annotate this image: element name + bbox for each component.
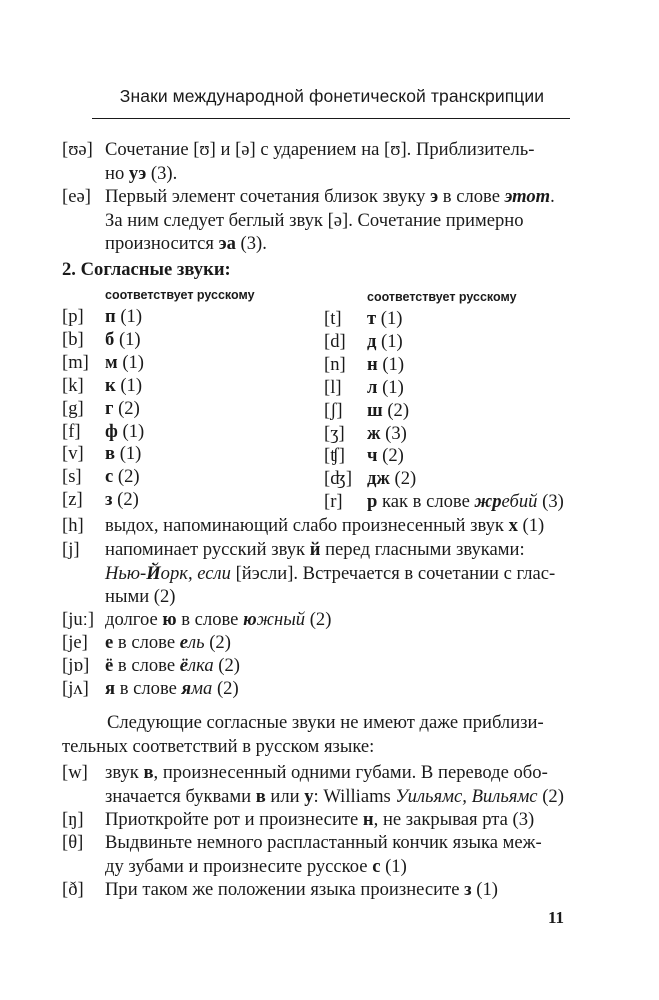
consonant-equivalent: н (1) — [367, 353, 405, 375]
entry-symbol: [ʊə] — [62, 139, 93, 160]
paragraph-line: Следующие согласные звуки не имеют даже приблизи- — [107, 712, 544, 733]
consonant-symbol: [t] — [324, 308, 342, 329]
entry-line: я в слове яма (2) — [105, 678, 239, 699]
consonant-equivalent: л (1) — [367, 376, 404, 398]
entry-symbol: [jʌ] — [62, 678, 89, 699]
entry-symbol: [θ] — [62, 832, 84, 853]
entry-je — [62, 631, 572, 655]
entry-line: ё в слове ёлка (2) — [105, 655, 240, 676]
consonant-symbol: [p] — [62, 306, 84, 327]
entry-line: Сочетание [ʊ] и [ə] с ударением на [ʊ]. Приблизитель- — [105, 139, 535, 160]
consonant-equivalent: з (2) — [105, 489, 139, 511]
consonant-equivalent: п (1) — [105, 306, 143, 327]
consonant-equivalent: г (2) — [105, 397, 140, 419]
intro-paragraph — [62, 711, 572, 758]
consonant-symbol: [g] — [62, 397, 84, 419]
consonant-equivalent: м (1) — [105, 351, 145, 373]
consonant-symbol: [n] — [324, 353, 346, 375]
entry-line: напоминает русский звук й перед гласными звуками: — [105, 539, 525, 560]
entry-line: Приоткройте рот и произнесите н, не закрывая рта (3) — [105, 809, 535, 830]
consonant-symbol: [ʧ] — [324, 445, 345, 467]
column-header-right: соответствует русскому — [367, 290, 517, 304]
entry-line: Нью-Йорк, если [йэсли]. Встречается в сочетании с глас- — [105, 562, 556, 584]
consonant-equivalent: р как в слове жребий (3) — [367, 491, 564, 513]
entry-symbol: [je] — [62, 632, 88, 653]
section-heading: 2. Согласные звуки: — [62, 259, 231, 280]
entry-line: ными (2) — [105, 586, 176, 607]
entry-line: долгое ю в слове южный (2) — [105, 609, 332, 630]
page-number: 11 — [548, 908, 565, 927]
consonant-equivalent: с (2) — [105, 466, 140, 488]
consonant-symbol: [r] — [324, 491, 343, 513]
consonant-equivalent: ж (3) — [367, 422, 407, 444]
entry-symbol: [j] — [62, 539, 80, 560]
consonant-symbol: [d] — [324, 330, 346, 352]
column-header-left: соответствует русскому — [105, 288, 255, 302]
paragraph-line: тельных соответствий в русском языке: — [62, 735, 375, 757]
entry-symbol: [h] — [62, 515, 84, 536]
entry-line: При таком же положении языка произнесите з (1) — [105, 879, 498, 900]
entry-line: е в слове ель (2) — [105, 632, 231, 653]
entry-w — [62, 761, 572, 808]
entry-symbol: [ð] — [62, 879, 84, 900]
entry-line: значается буквами в или у: Williams Уильямс, Вильямс (2) — [105, 785, 564, 807]
consonant-equivalent: д (1) — [367, 330, 403, 352]
entry-th — [62, 831, 572, 878]
consonant-symbol: [f] — [62, 420, 81, 442]
consonant-symbol: [ʤ] — [324, 468, 353, 490]
consonant-equivalent: ш (2) — [367, 399, 410, 421]
entry-ua — [62, 138, 572, 185]
entry-line: звук в, произнесенный одними губами. В переводе обо- — [105, 762, 548, 783]
entry-line: произносится эа (3). — [105, 233, 267, 254]
consonant-equivalent: ч (2) — [367, 445, 404, 467]
consonant-equivalent: в (1) — [105, 443, 142, 465]
entry-ja — [62, 677, 572, 701]
consonant-symbol: [v] — [62, 443, 84, 465]
entry-jo — [62, 654, 572, 678]
entry-symbol: [jɒ] — [62, 655, 90, 676]
consonant-symbol: [k] — [62, 374, 84, 396]
entry-h — [62, 514, 572, 538]
entry-line: выдох, напоминающий слабо произнесенный звук х (1) — [105, 515, 545, 536]
consonant-equivalent: к (1) — [105, 374, 143, 396]
consonant-equivalent: ф (1) — [105, 420, 145, 442]
entry-symbol: [juː] — [62, 609, 95, 630]
consonant-equivalent: дж (2) — [367, 468, 417, 490]
entry-line: Первый элемент сочетания близок звуку э в слове этот. — [105, 186, 555, 207]
consonant-symbol: [s] — [62, 466, 82, 488]
consonant-equivalent: т (1) — [367, 308, 403, 329]
header-rule — [92, 118, 570, 119]
entry-j — [62, 538, 572, 609]
consonant-symbol: [l] — [324, 376, 342, 398]
entry-symbol: [eə] — [62, 186, 91, 207]
running-head: Знаки международной фонетической транскрипции — [119, 86, 545, 106]
entry-line: За ним следует беглый звук [ə]. Сочетание примерно — [105, 209, 524, 231]
consonant-equivalent: б (1) — [105, 328, 141, 350]
entry-ng — [62, 808, 572, 832]
consonant-symbol: [z] — [62, 489, 83, 511]
consonant-symbol: [ʒ] — [324, 422, 345, 444]
entry-line: ду зубами и произнесите русское с (1) — [105, 855, 407, 877]
consonant-symbol: [ʃ] — [324, 399, 343, 421]
entry-ea — [62, 185, 572, 256]
consonant-symbol: [b] — [62, 328, 84, 350]
entry-symbol: [w] — [62, 762, 88, 783]
entry-line: Выдвиньте немного распластанный кончик языка меж- — [105, 832, 542, 853]
entry-ju — [62, 608, 572, 632]
entry-symbol: [ŋ] — [62, 809, 84, 830]
consonant-symbol: [m] — [62, 351, 89, 373]
entry-dh — [62, 878, 572, 902]
entry-line: но уэ (3). — [105, 162, 178, 184]
